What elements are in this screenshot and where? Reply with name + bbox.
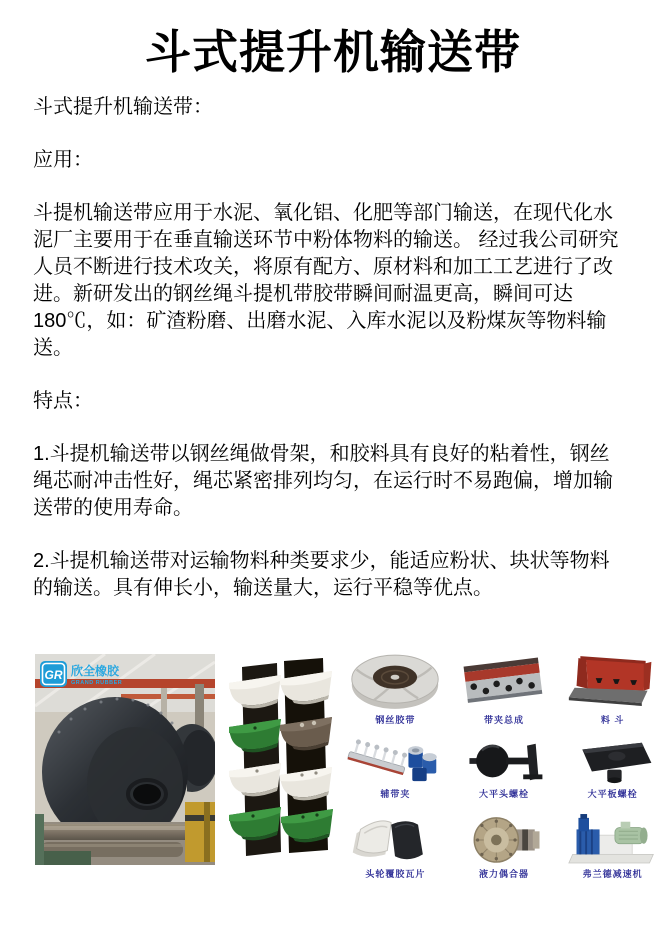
product-label: 液力偶合器 [478,869,529,879]
feature-item-1: 1.斗提机输送带以钢丝绳做骨架，和胶料具有良好的粘着性，钢丝绳芯耐冲击性好，绳芯紧密排列均匀，在运行时不易跑偏，增加输送带的使用寿命。 [33,443,613,519]
product-cell-flat-head-bolt [452,728,557,800]
flat-head-bolt-image [456,735,552,787]
belt-clamp-assembly-image [456,651,552,713]
product-label: 大平板螺栓 [587,789,638,799]
product-cell-steel-wire-belt [343,646,448,726]
steel-wire-belt-image [347,651,443,713]
product-label: 带夹总成 [483,715,524,725]
fluid-coupling-image [456,811,552,867]
accessory-product-grid [343,646,665,880]
application-label: 应用： [33,149,93,171]
flender-reducer-image [565,811,661,867]
product-label: 弗兰德减速机 [582,869,643,879]
logo-initials: GR [44,668,63,682]
product-cell-aux-belt-clamp [343,728,448,800]
page-title: 斗式提升机输送带 [145,26,521,78]
product-label: 大平头螺栓 [478,789,529,799]
product-label: 料 斗 [600,715,625,725]
product-cell-hopper [560,646,665,726]
product-cell-flender-reducer [560,802,665,880]
head-wheel-rubber-tiles-image [347,811,443,867]
product-cell-flat-plate-bolt [560,728,665,800]
logo-name-en: GRAND RUBBER [71,680,123,686]
bucket-display-board-photo [224,655,338,865]
product-cell-fluid-coupling [452,802,557,880]
article-heading-line: 斗式提升机输送带： [33,96,213,118]
flat-plate-bolt-image [565,735,661,787]
logo-name-cn: 欣全橡胶 [71,664,120,678]
product-label: 辅带夹 [380,789,411,799]
grand-rubber-logo [40,661,122,687]
product-cell-belt-clamp-assembly [452,646,557,726]
features-label: 特点： [33,390,93,412]
factory-belt-roll-photo [35,654,215,865]
product-label: 钢丝胶带 [375,715,416,725]
hopper-image [565,651,661,713]
article-body [33,94,629,628]
feature-item-2: 2.斗提机输送带对运输物料种类要求少，能适应粉状、块状等物料的输送。具有伸长小，输送量大，运行平稳等优点。 [33,550,610,599]
product-label: 头轮覆胶瓦片 [365,869,426,879]
product-cell-head-wheel-tiles [343,802,448,880]
aux-belt-clamp-image [347,735,443,787]
application-paragraph: 斗提机输送带应用于水泥、氧化铝、化肥等部门输送，在现代化水泥厂主要用于在垂直输送环节中粉体物料的输送。 经过我公司研究人员不断进行技术攻关，将原有配方、原材料和加工工艺进行了改进。新研发出的钢丝绳斗提机带胶带瞬间耐温更高，瞬间可达180℃，如：矿渣粉磨、出磨水泥、入库水泥以及粉煤灰等物料输送。 [33,202,619,359]
